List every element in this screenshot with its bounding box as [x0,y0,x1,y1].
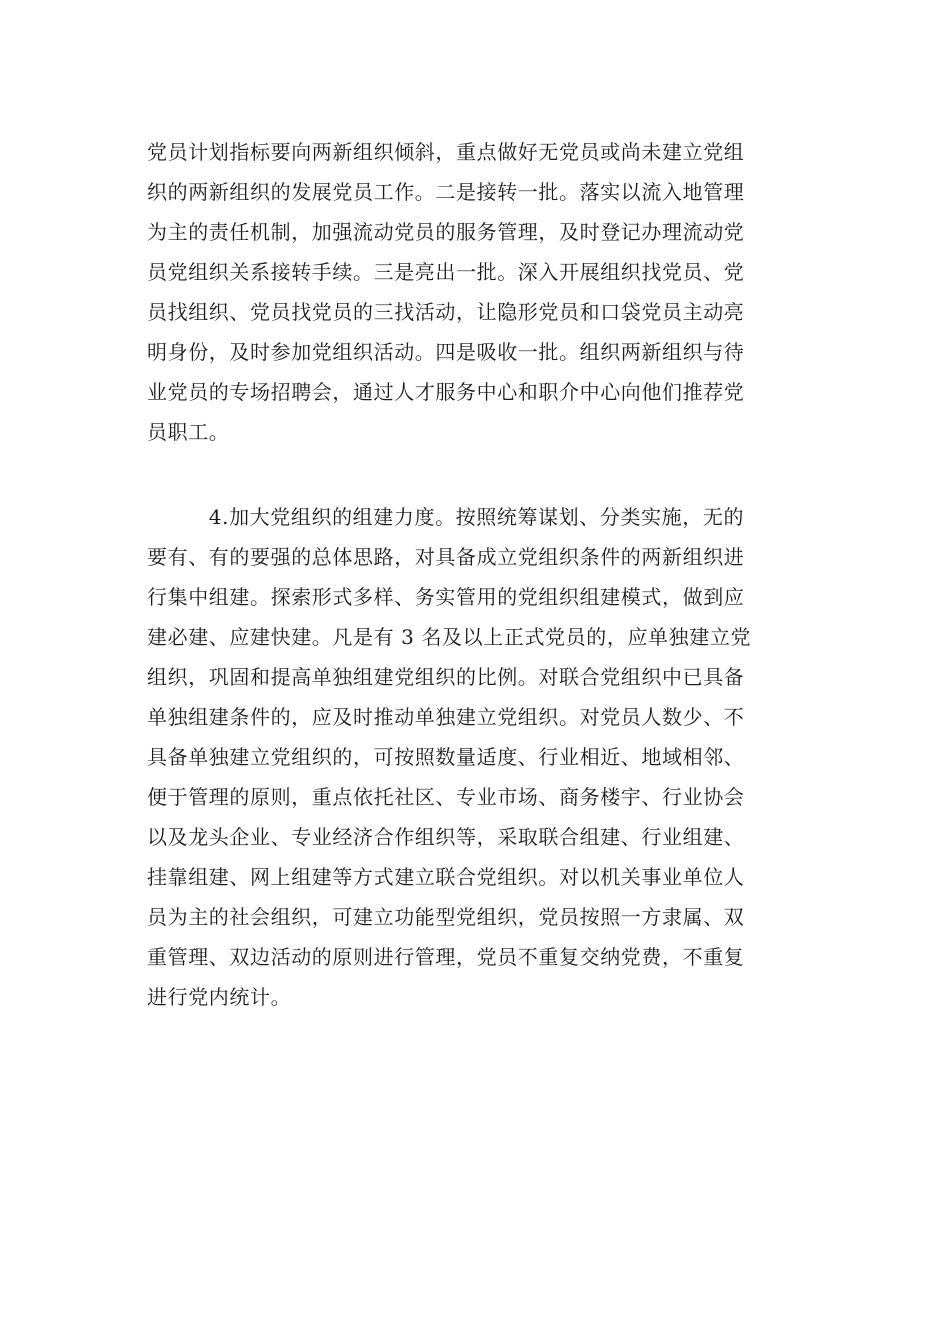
text-line: 行集中组建。探索形式多样、务实管用的党组织组建模式，做到应 [147,585,745,609]
text-line: 明身份，及时参加党组织活动。四是吸收一批。组织两新组织与待 [147,340,745,364]
text-line: 具备单独建立党组织的，可按照数量适度、行业相近、地域相邻、 [147,745,745,769]
text-line: 要有、有的要强的总体思路，对具备成立党组织条件的两新组织进 [147,545,745,569]
text-line: 进行党内统计。 [147,985,292,1009]
text-line: 员党组织关系接转手续。三是亮出一批。深入开展组织找党员、党 [147,260,745,284]
text-line: 重管理、双边活动的原则进行管理，党员不重复交纳党费，不重复 [147,945,745,969]
text-line: 织的两新组织的发展党员工作。二是接转一批。落实以流入地管理 [147,180,745,204]
text-line: 4.加大党组织的组建力度。按照统筹谋划、分类实施，无的 [147,505,745,529]
text-line: 建必建、应建快建。凡是有 3 名及以上正式党员的，应单独建立党 [147,625,752,649]
text-line: 为主的责任机制，加强流动党员的服务管理，及时登记办理流动党 [147,220,745,244]
text-line: 组织，巩固和提高单独组建党组织的比例。对联合党组织中已具备 [147,665,745,689]
text-line: 党员计划指标要向两新组织倾斜，重点做好无党员或尚未建立党组 [147,140,745,164]
paragraph-spacer [147,452,807,497]
text-line: 以及龙头企业、专业经济合作组织等，采取联合组建、行业组建、 [147,825,745,849]
text-line: 挂靠组建、网上组建等方式建立联合党组织。对以机关事业单位人 [147,865,745,889]
text-line: 员职工。 [147,420,230,444]
text-line: 员找组织、党员找党员的三找活动，让隐形党员和口袋党员主动亮 [147,300,745,324]
text-line: 员为主的社会组织，可建立功能型党组织，党员按照一方隶属、双 [147,905,745,929]
text-line: 单独组建条件的，应及时推动单独建立党组织。对党员人数少、不 [147,705,745,729]
document-body [147,132,807,1017]
text-line: 便于管理的原则，重点依托社区、专业市场、商务楼宇、行业协会 [147,785,745,809]
paragraph-2 [147,497,807,1017]
paragraph-1 [147,132,807,452]
text-line: 业党员的专场招聘会，通过人才服务中心和职介中心向他们推荐党 [147,380,745,404]
